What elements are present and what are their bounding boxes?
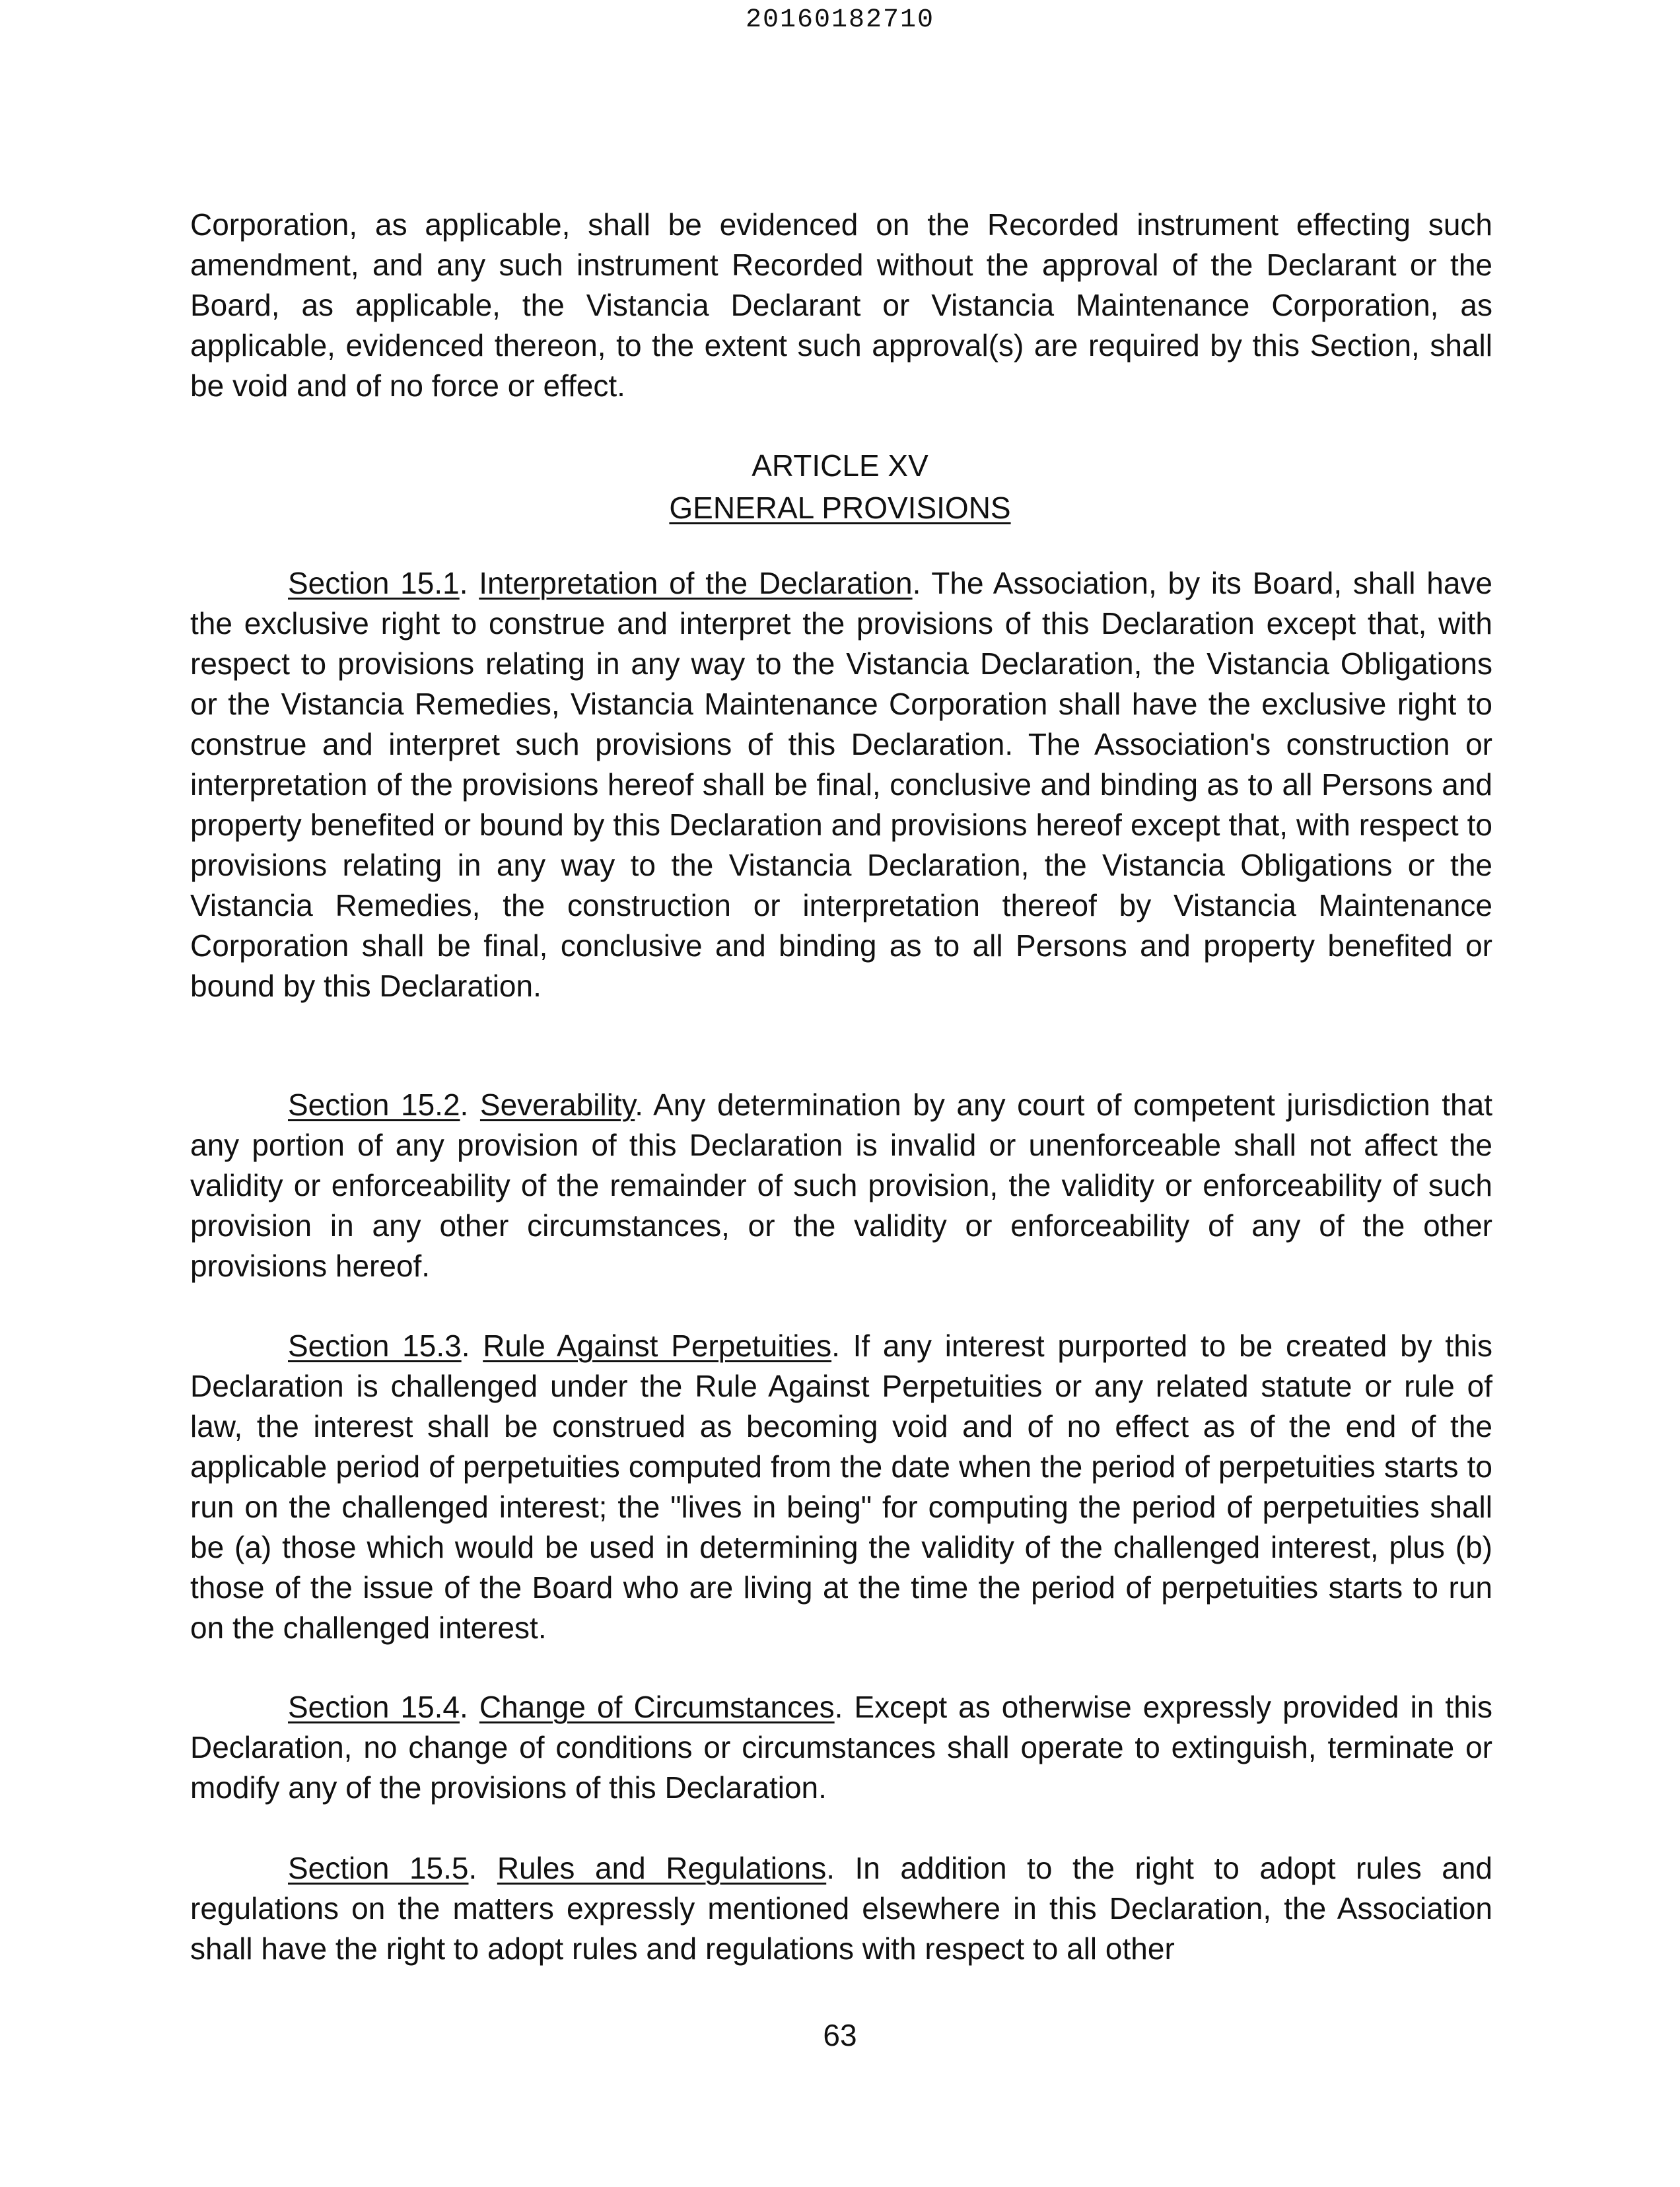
section-15-4-title: Change of Circumstances bbox=[479, 1690, 835, 1724]
article-heading bbox=[0, 444, 1680, 529]
article-number: ARTICLE XV bbox=[752, 448, 928, 483]
section-15-5-label: Section 15.5 bbox=[288, 1851, 469, 1885]
section-15-4-text: Except as otherwise expressly provided in this Declaration, no change of conditions or circumstances shall operate to extinguish, terminate or modify any of the provisions of this Declaration. bbox=[190, 1690, 1493, 1805]
document-number: 20160182710 bbox=[745, 5, 935, 35]
section-15-4-label: Section 15.4 bbox=[288, 1690, 460, 1724]
section-15-3-title: Rule Against Perpetuities bbox=[483, 1329, 832, 1363]
page-number: 63 bbox=[823, 2018, 857, 2052]
continuation-paragraph: Corporation, as applicable, shall be evidenced on the Recorded instrument effecting such amendment, and any such instrument Recorded without the approval of the Declarant or the Board, as applicable, the Vistancia Declarant or Vistancia Maintenance Corporation, as applicable, evidenced thereon, to the extent such approval(s) are required by this Section, shall be void and of no force or effect. bbox=[190, 207, 1492, 403]
section-15-2-title: Severability bbox=[479, 1088, 635, 1122]
section-15-2-label: Section 15.2 bbox=[288, 1088, 460, 1122]
section-15-1-label: Section 15.1 bbox=[288, 566, 460, 600]
section-15-2-paragraph: Section 15.2. Severability. Any determination by any court of competent jurisdiction that any portion of any provision of this Declaration is invalid or unenforceable shall not affect the validity or enforceability of the remainder of such provision, the validity or enforceability of such provision in any other circumstances, or the validity or enforceability of any of the other provisions hereof. bbox=[190, 1088, 1492, 1283]
section-15-5-title: Rules and Regulations bbox=[497, 1851, 827, 1885]
section-15-2-text: Any determination by any court of competent jurisdiction that any portion of any provision of this Declaration is invalid or unenforceable shall not affect the validity or enforceability of the remainder of such provision, the validity or enforceability of such provision in any other circumstances, or the validity or enforceability of any of the other provisions hereof. bbox=[190, 1088, 1492, 1283]
section-15-4-paragraph: Section 15.4. Change of Circumstances. Except as otherwise expressly provided in this Declaration, no change of conditions or circumstances shall operate to extinguish, terminate or modify any of the provisions of this Declaration. bbox=[190, 1690, 1493, 1805]
section-15-1-text: The Association, by its Board, shall have the exclusive right to construe and interpret the provisions of this Declaration except that, with respect to provisions relating in any way to the Vistancia Declaration, the Vistancia Obligations or the Vistancia Remedies, Vistancia Maintenance Corporation shall have the exclusive right to construe and interpret such provisions of this Declaration. The Association's construction or interpretation of the provisions hereof shall be final, conclusive and binding as to all Persons and property benefited or bound by this Declaration and provisions hereof except that, with respect to provisions relating in any way to the Vistancia Declaration, the Vistancia Obligations or the Vistancia Remedies, the construction or interpretation thereof by Vistancia Maintenance Corporation shall be final, conclusive and binding as to all Persons and property benefited or bound by this Declaration. bbox=[190, 566, 1493, 1003]
section-15-1-title: Interpretation of the Declaration bbox=[479, 566, 913, 600]
article-title-wrap bbox=[0, 487, 1680, 529]
section-15-5-text: In addition to the right to adopt rules and regulations on the matters expressly mentioned elsewhere in this Declaration, the Association shall have the right to adopt rules and regulations with respect to all other bbox=[190, 1851, 1493, 1966]
section-15-3-paragraph: Section 15.3. Rule Against Perpetuities. If any interest purported to be created by this Declaration is challenged under the Rule Against Perpetuities or any related statute or rule of law, the interest shall be construed as becoming void and of no effect as of the end of the applicable period of perpetuities computed from the date when the period of perpetuities starts to run on the challenged interest; the "lives in being" for computing the period of perpetuities shall be (a) those which would be used in determining the validity of the challenged interest, plus (b) those of the issue of the Board who are living at the time the period of perpetuities starts to run on the challenged interest. bbox=[190, 1329, 1492, 1645]
section-15-5-paragraph: Section 15.5. Rules and Regulations. In addition to the right to adopt rules and regulations on the matters expressly mentioned elsewhere in this Declaration, the Association shall have the right to adopt rules and regulations with respect to all other bbox=[190, 1851, 1493, 1966]
section-15-3-label: Section 15.3 bbox=[288, 1329, 462, 1363]
section-15-1-paragraph: Section 15.1. Interpretation of the Declaration. The Association, by its Board, shall have the exclusive right to construe and interpret the provisions of this Declaration except that, with respect to provisions relating in any way to the Vistancia Declaration, the Vistancia Obligations or the Vistancia Remedies, Vistancia Maintenance Corporation shall have the exclusive right to construe and interpret such provisions of this Declaration. The Association's construction or interpretation of the provisions hereof shall be final, conclusive and binding as to all Persons and property benefited or bound by this Declaration and provisions hereof except that, with respect to provisions relating in any way to the Vistancia Declaration, the Vistancia Obligations or the Vistancia Remedies, the construction or interpretation thereof by Vistancia Maintenance Corporation shall be final, conclusive and binding as to all Persons and property benefited or bound by this Declaration. bbox=[190, 566, 1493, 1003]
article-title: GENERAL PROVISIONS bbox=[669, 491, 1011, 525]
section-15-3-text: If any interest purported to be created by this Declaration is challenged under the Rule Against Perpetuities or any related statute or rule of law, the interest shall be construed as becoming void and of no effect as of the end of the applicable period of perpetuities computed from the date when the period of perpetuities starts to run on the challenged interest; the "lives in being" for computing the period of perpetuities shall be (a) those which would be used in determining the validity of the challenged interest, plus (b) those of the issue of the Board who are living at the time the period of perpetuities starts to run on the challenged interest. bbox=[190, 1329, 1492, 1645]
